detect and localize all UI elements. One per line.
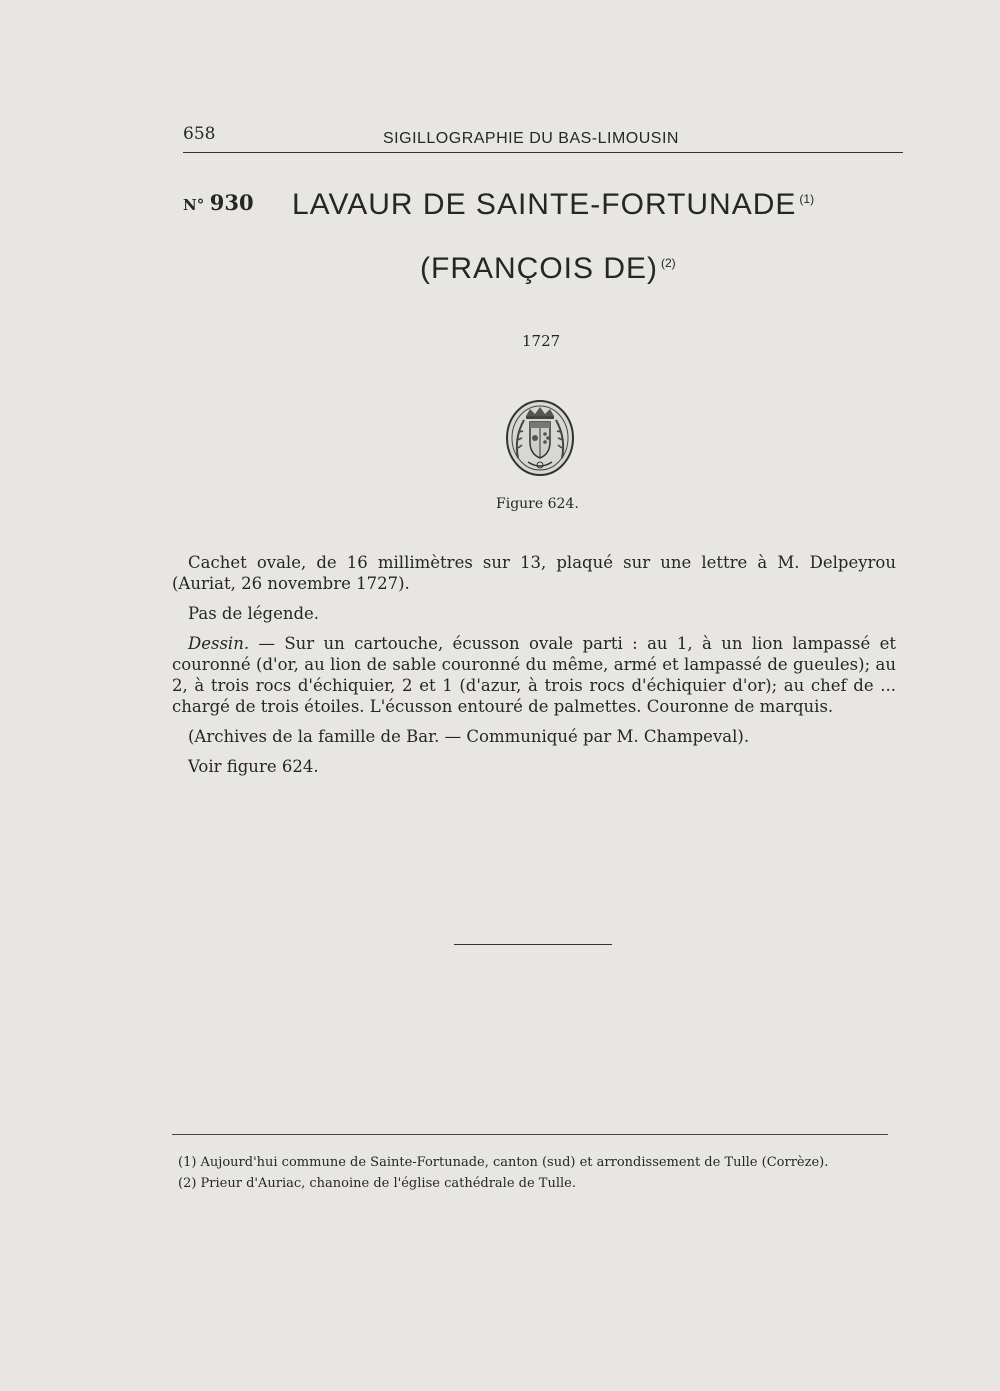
- footnote-1: (1) Aujourd'hui commune de Sainte-Fortunade, canton (sud) et arrondissement de Tulle (Corrèze).: [178, 1155, 829, 1170]
- entry-number-value: 930: [209, 190, 254, 215]
- end-rule: [454, 944, 612, 945]
- footnote-ref-1: (1): [799, 192, 815, 206]
- design-text: — Sur un cartouche, écusson ovale parti : au 1, à un lion lampassé et couronné (d'or, au lion de sable couronné du même, armé et lampassé de gueules); au 2, à trois rocs d'échiquier, 2 et 1 (d'azur, à trois rocs d'échiquier d'or); au chef de ... chargé de trois étoiles. L'écusson entouré de palmettes. Couronne de marquis.: [172, 634, 896, 716]
- entry-title-text: LAVAUR DE SAINTE-FORTUNADE: [292, 188, 797, 221]
- entry-number-prefix: N°: [183, 196, 205, 214]
- source-paragraph: (Archives de la famille de Bar. — Communiqué par M. Champeval).: [188, 727, 750, 746]
- running-title: SIGILLOGRAPHIE DU BAS-LIMOUSIN: [383, 130, 679, 147]
- description-paragraph: Cachet ovale, de 16 millimètres sur 13, plaqué sur une lettre à M. Delpeyrou (Auriat, 26 novembre 1727).: [172, 553, 896, 593]
- design-label: Dessin.: [188, 634, 250, 653]
- entry-title: [292, 188, 814, 222]
- entry-subtitle: [420, 252, 676, 286]
- running-header: [183, 120, 903, 150]
- entry-year: 1727: [522, 332, 561, 350]
- entry-subtitle-text: (FRANÇOIS DE): [420, 252, 658, 285]
- design-paragraph: [172, 633, 896, 717]
- entry-body: [172, 552, 896, 786]
- legend-paragraph: Pas de légende.: [188, 604, 320, 623]
- page-number: 658: [183, 124, 216, 144]
- seal-icon: [502, 398, 578, 478]
- footnotes: [178, 1152, 878, 1194]
- footnote-ref-2: (2): [661, 256, 676, 270]
- figure-caption: Figure 624.: [496, 496, 579, 512]
- see-figure-paragraph: Voir figure 624.: [188, 757, 319, 776]
- footnote-2: (2) Prieur d'Auriac, chanoine de l'église cathédrale de Tulle.: [178, 1176, 576, 1191]
- entry-number: [183, 190, 254, 215]
- header-rule: [183, 152, 903, 153]
- footnote-rule: [172, 1134, 888, 1135]
